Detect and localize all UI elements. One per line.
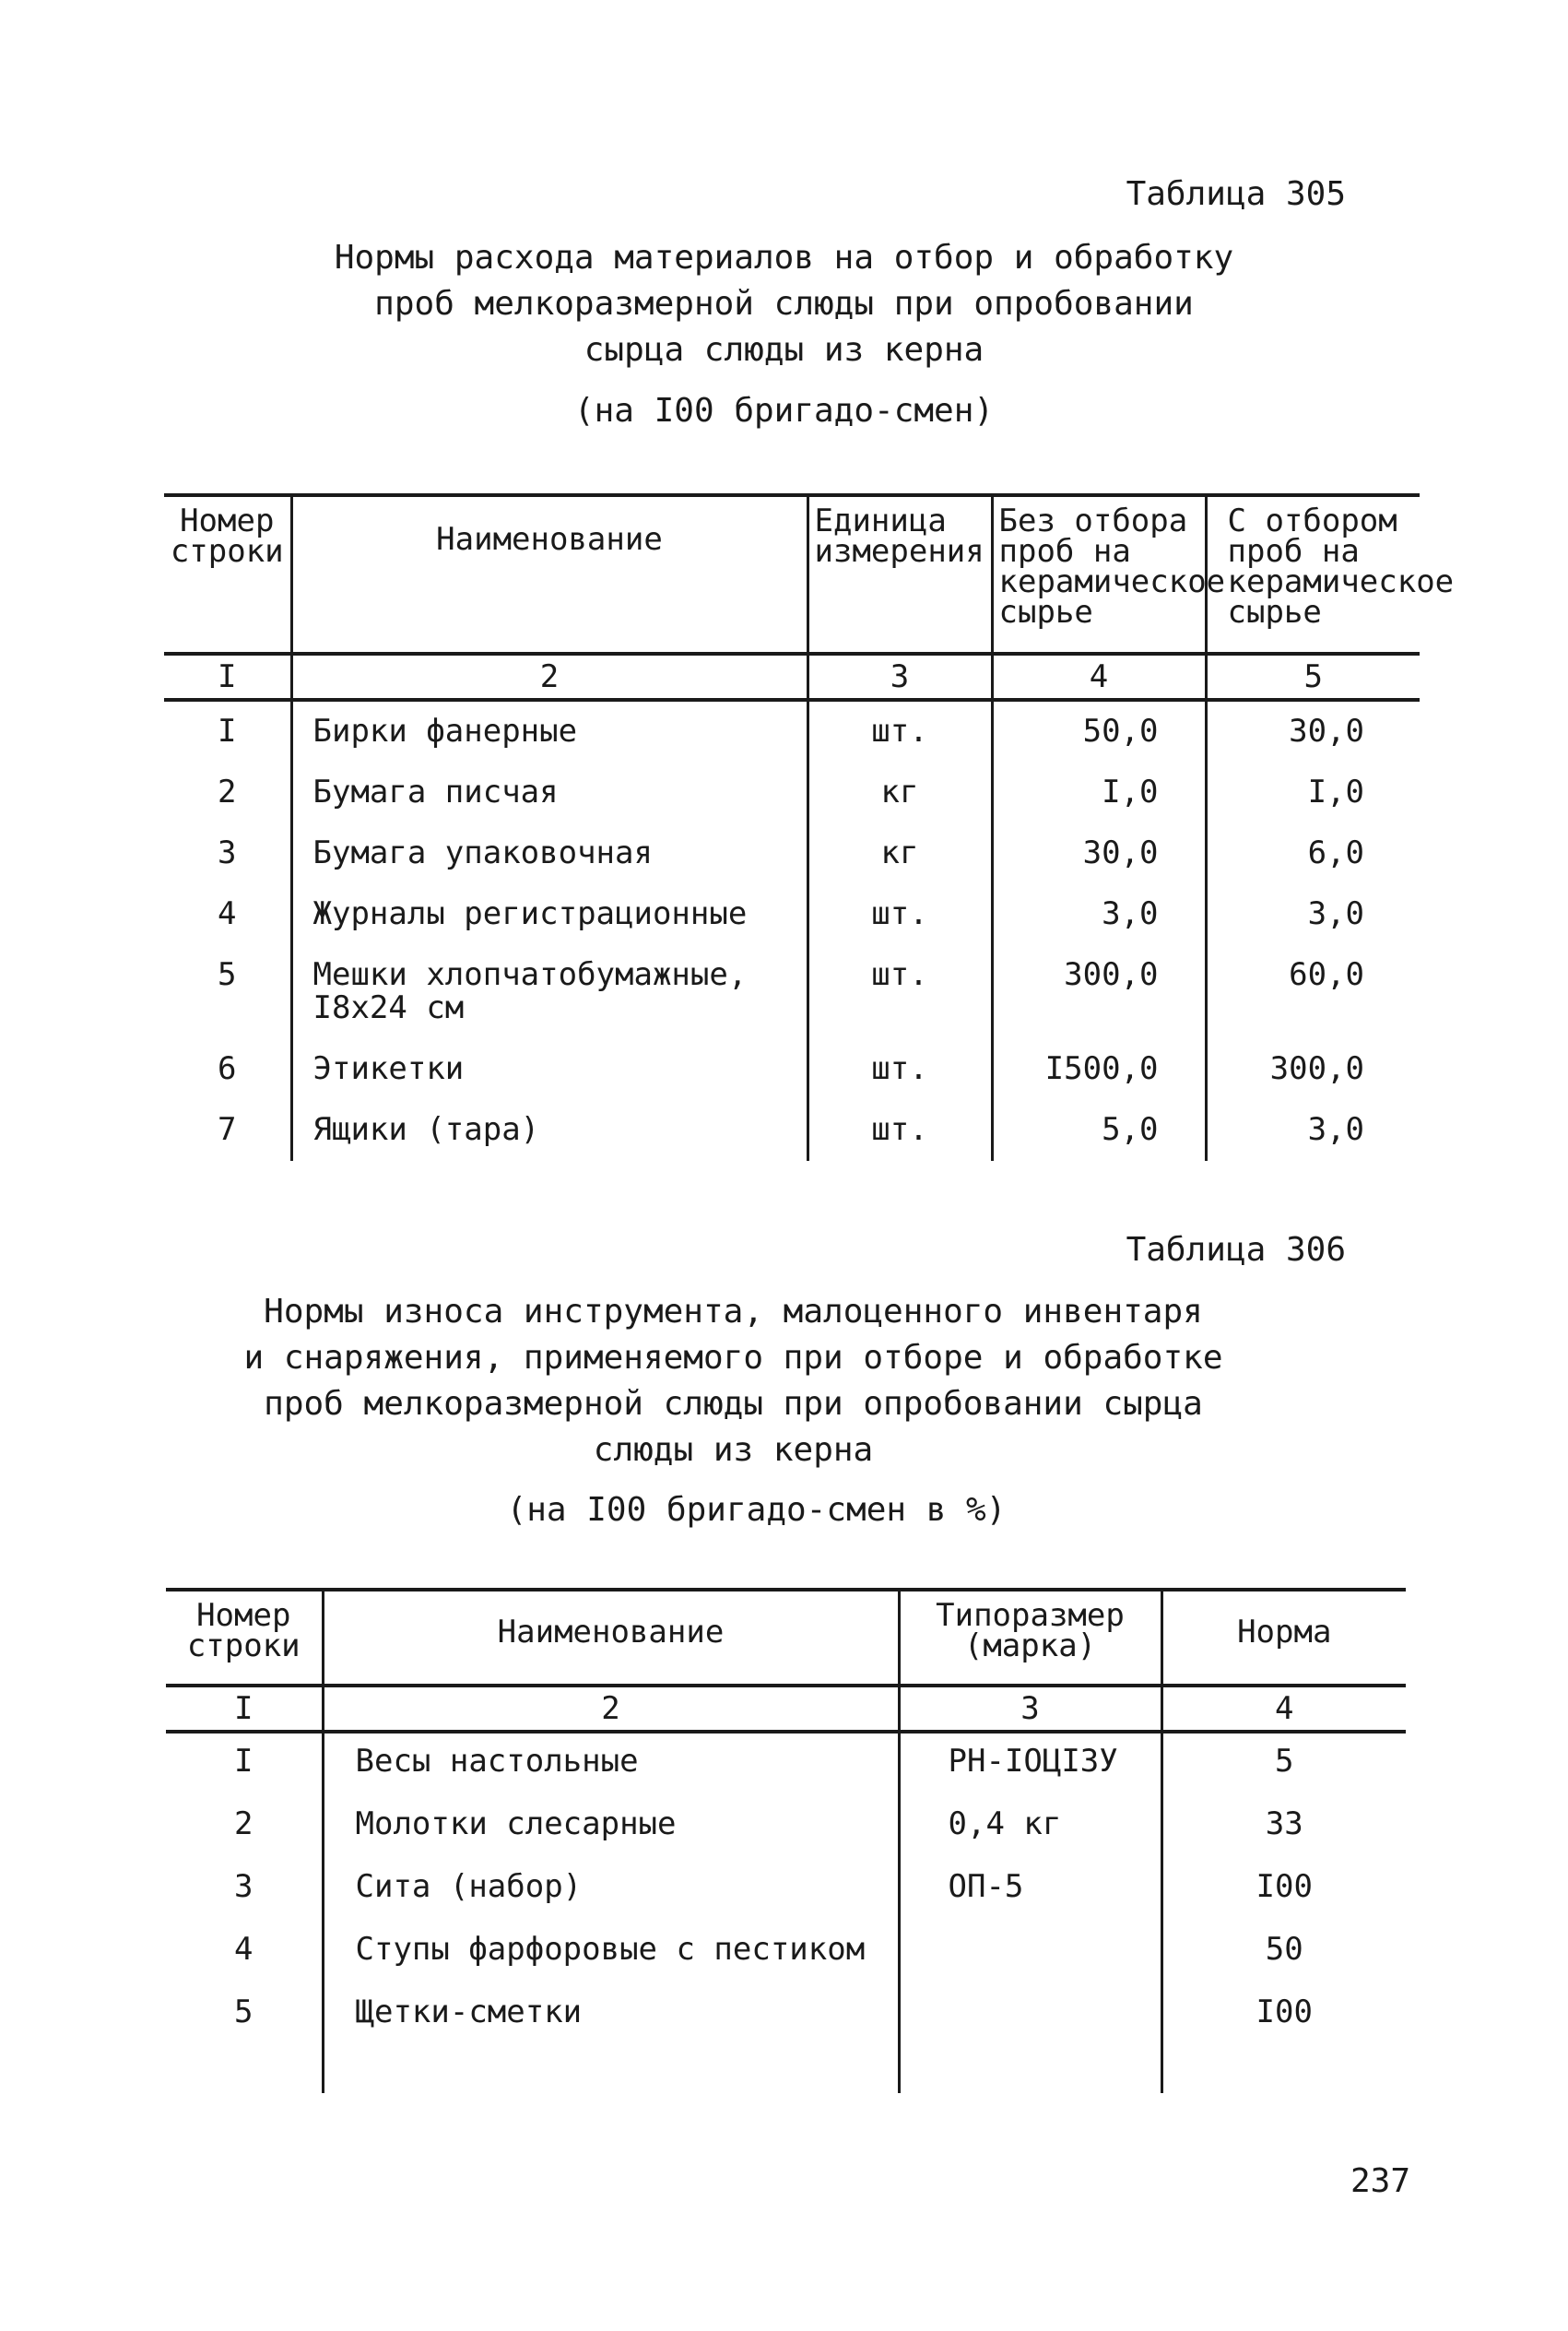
header-unit: Единица измерения: [808, 495, 992, 654]
column-number: 3: [808, 654, 992, 700]
table-row: [166, 1859, 1406, 1922]
table-row: [166, 1796, 1406, 1859]
caption-line: проб мелкоразмерной слюды при опробовании сырца: [264, 1385, 1203, 1423]
value-without-sampling: I500,0: [992, 1039, 1206, 1100]
value-with-sampling: 3,0: [1206, 884, 1420, 945]
item-name: Щетки-сметки: [323, 1984, 899, 2047]
table-row: [164, 945, 1420, 1039]
header-row-number: Номер строки: [164, 495, 291, 654]
table-bottom-spacer: [166, 2047, 1406, 2093]
table-305-number: Таблица 305: [1126, 175, 1346, 213]
value-without-sampling: 30,0: [992, 823, 1206, 884]
item-unit: шт.: [808, 884, 992, 945]
row-number: 3: [234, 1868, 253, 1905]
caption-line: Нормы расхода материалов на отбор и обработку: [334, 239, 1234, 277]
column-number: 2: [323, 1686, 899, 1732]
caption-line: и снаряжения, применяемого при отборе и обработке: [243, 1339, 1223, 1377]
item-unit: шт.: [808, 1039, 992, 1100]
item-name: Мешки хлопчатобумажные, I8x24 см: [291, 945, 808, 1039]
item-type-size: РН-IОЦI3У: [899, 1732, 1161, 1796]
column-number: 4: [992, 654, 1206, 700]
column-number: 4: [1161, 1686, 1406, 1732]
column-number: I: [166, 1686, 323, 1732]
value-with-sampling: 300,0: [1206, 1039, 1420, 1100]
table-row: [164, 700, 1420, 763]
item-type-size: 0,4 кг: [899, 1796, 1161, 1859]
table-row: [166, 1984, 1406, 2047]
item-type-size: ОП-5: [899, 1859, 1161, 1922]
item-name: Этикетки: [291, 1039, 808, 1100]
item-name: Бумага упаковочная: [291, 823, 808, 884]
item-unit: кг: [808, 823, 992, 884]
item-unit: шт.: [808, 700, 992, 763]
item-unit: шт.: [808, 945, 992, 1039]
table-row: [164, 1100, 1420, 1161]
item-name: Ступы фарфоровые с пестиком: [323, 1922, 899, 1984]
row-number: 2: [218, 774, 237, 811]
row-number: 6: [218, 1050, 237, 1087]
row-number: 5: [234, 1994, 253, 2030]
item-name: Бирки фанерные: [291, 700, 808, 763]
row-number: 3: [218, 834, 237, 871]
table-306: [166, 1588, 1406, 2093]
row-number: 4: [234, 1931, 253, 1968]
table-305-unit-note: (на I00 бригадо-смен): [573, 392, 995, 430]
caption-line: сырца слюды из керна: [584, 331, 984, 369]
item-unit: кг: [808, 763, 992, 823]
empty-cell: [899, 2047, 1161, 2093]
value-without-sampling: 300,0: [992, 945, 1206, 1039]
value-with-sampling: 30,0: [1206, 700, 1420, 763]
value-with-sampling: I,0: [1206, 763, 1420, 823]
table-row: [164, 884, 1420, 945]
header-norm: Норма: [1161, 1590, 1406, 1686]
row-number: 5: [218, 956, 237, 993]
item-type-size: [899, 1922, 1161, 1984]
table-row: [166, 1732, 1406, 1796]
empty-cell: [166, 2047, 323, 2093]
table-306-caption: [0, 1289, 1517, 1473]
table-306-number: Таблица 306: [1126, 1231, 1346, 1269]
item-unit: шт.: [808, 1100, 992, 1161]
column-number: 2: [291, 654, 808, 700]
table-row: [164, 763, 1420, 823]
item-name: Сита (набор): [323, 1859, 899, 1922]
table-305: [164, 493, 1455, 1161]
page-number: 237: [1350, 2162, 1410, 2200]
value-without-sampling: 50,0: [992, 700, 1206, 763]
item-name: Весы настольные: [323, 1732, 899, 1796]
header-row-number: Номер строки: [166, 1590, 323, 1686]
item-norm: I00: [1161, 1859, 1406, 1922]
item-norm: 33: [1161, 1796, 1406, 1859]
caption-line: слюды из керна: [593, 1431, 874, 1469]
row-number: I: [234, 1743, 253, 1780]
item-norm: 5: [1161, 1732, 1406, 1796]
empty-cell: [323, 2047, 899, 2093]
row-number: 2: [234, 1805, 253, 1842]
item-norm: 50: [1161, 1922, 1406, 1984]
table-306-unit-note: (на I00 бригадо-смен в %): [506, 1491, 1007, 1529]
table-row: [164, 1039, 1420, 1100]
table-row: [166, 1922, 1406, 1984]
caption-line: Нормы износа инструмента, малоценного инвентаря: [264, 1293, 1203, 1331]
column-number: 3: [899, 1686, 1161, 1732]
item-name: Ящики (тара): [291, 1100, 808, 1161]
item-norm: I00: [1161, 1984, 1406, 2047]
header-name: Наименование: [291, 495, 808, 654]
value-with-sampling: 60,0: [1206, 945, 1420, 1039]
table-row: [164, 823, 1420, 884]
row-number: I: [218, 713, 237, 750]
item-name: Бумага писчая: [291, 763, 808, 823]
value-with-sampling: 3,0: [1206, 1100, 1420, 1161]
value-without-sampling: 5,0: [992, 1100, 1206, 1161]
item-name: Молотки слесарные: [323, 1796, 899, 1859]
header-name: Наименование: [323, 1590, 899, 1686]
row-number: 7: [218, 1111, 237, 1148]
empty-cell: [1161, 2047, 1406, 2093]
header-with-sampling: С отбором проб на керамическое сырье: [1206, 495, 1420, 654]
row-number: 4: [218, 895, 237, 932]
column-number-row: [166, 1686, 1406, 1732]
value-without-sampling: I,0: [992, 763, 1206, 823]
header-without-sampling: Без отбора проб на керамическое сырье: [992, 495, 1206, 654]
column-number: I: [164, 654, 291, 700]
caption-line: проб мелкоразмерной слюды при опробовании: [374, 285, 1194, 323]
item-type-size: [899, 1984, 1161, 2047]
value-with-sampling: 6,0: [1206, 823, 1420, 884]
item-name: Журналы регистрационные: [291, 884, 808, 945]
column-number: 5: [1206, 654, 1420, 700]
value-without-sampling: 3,0: [992, 884, 1206, 945]
table-305-caption: [0, 235, 1568, 373]
header-type-size: Типоразмер (марка): [899, 1590, 1161, 1686]
column-number-row: [164, 654, 1420, 700]
